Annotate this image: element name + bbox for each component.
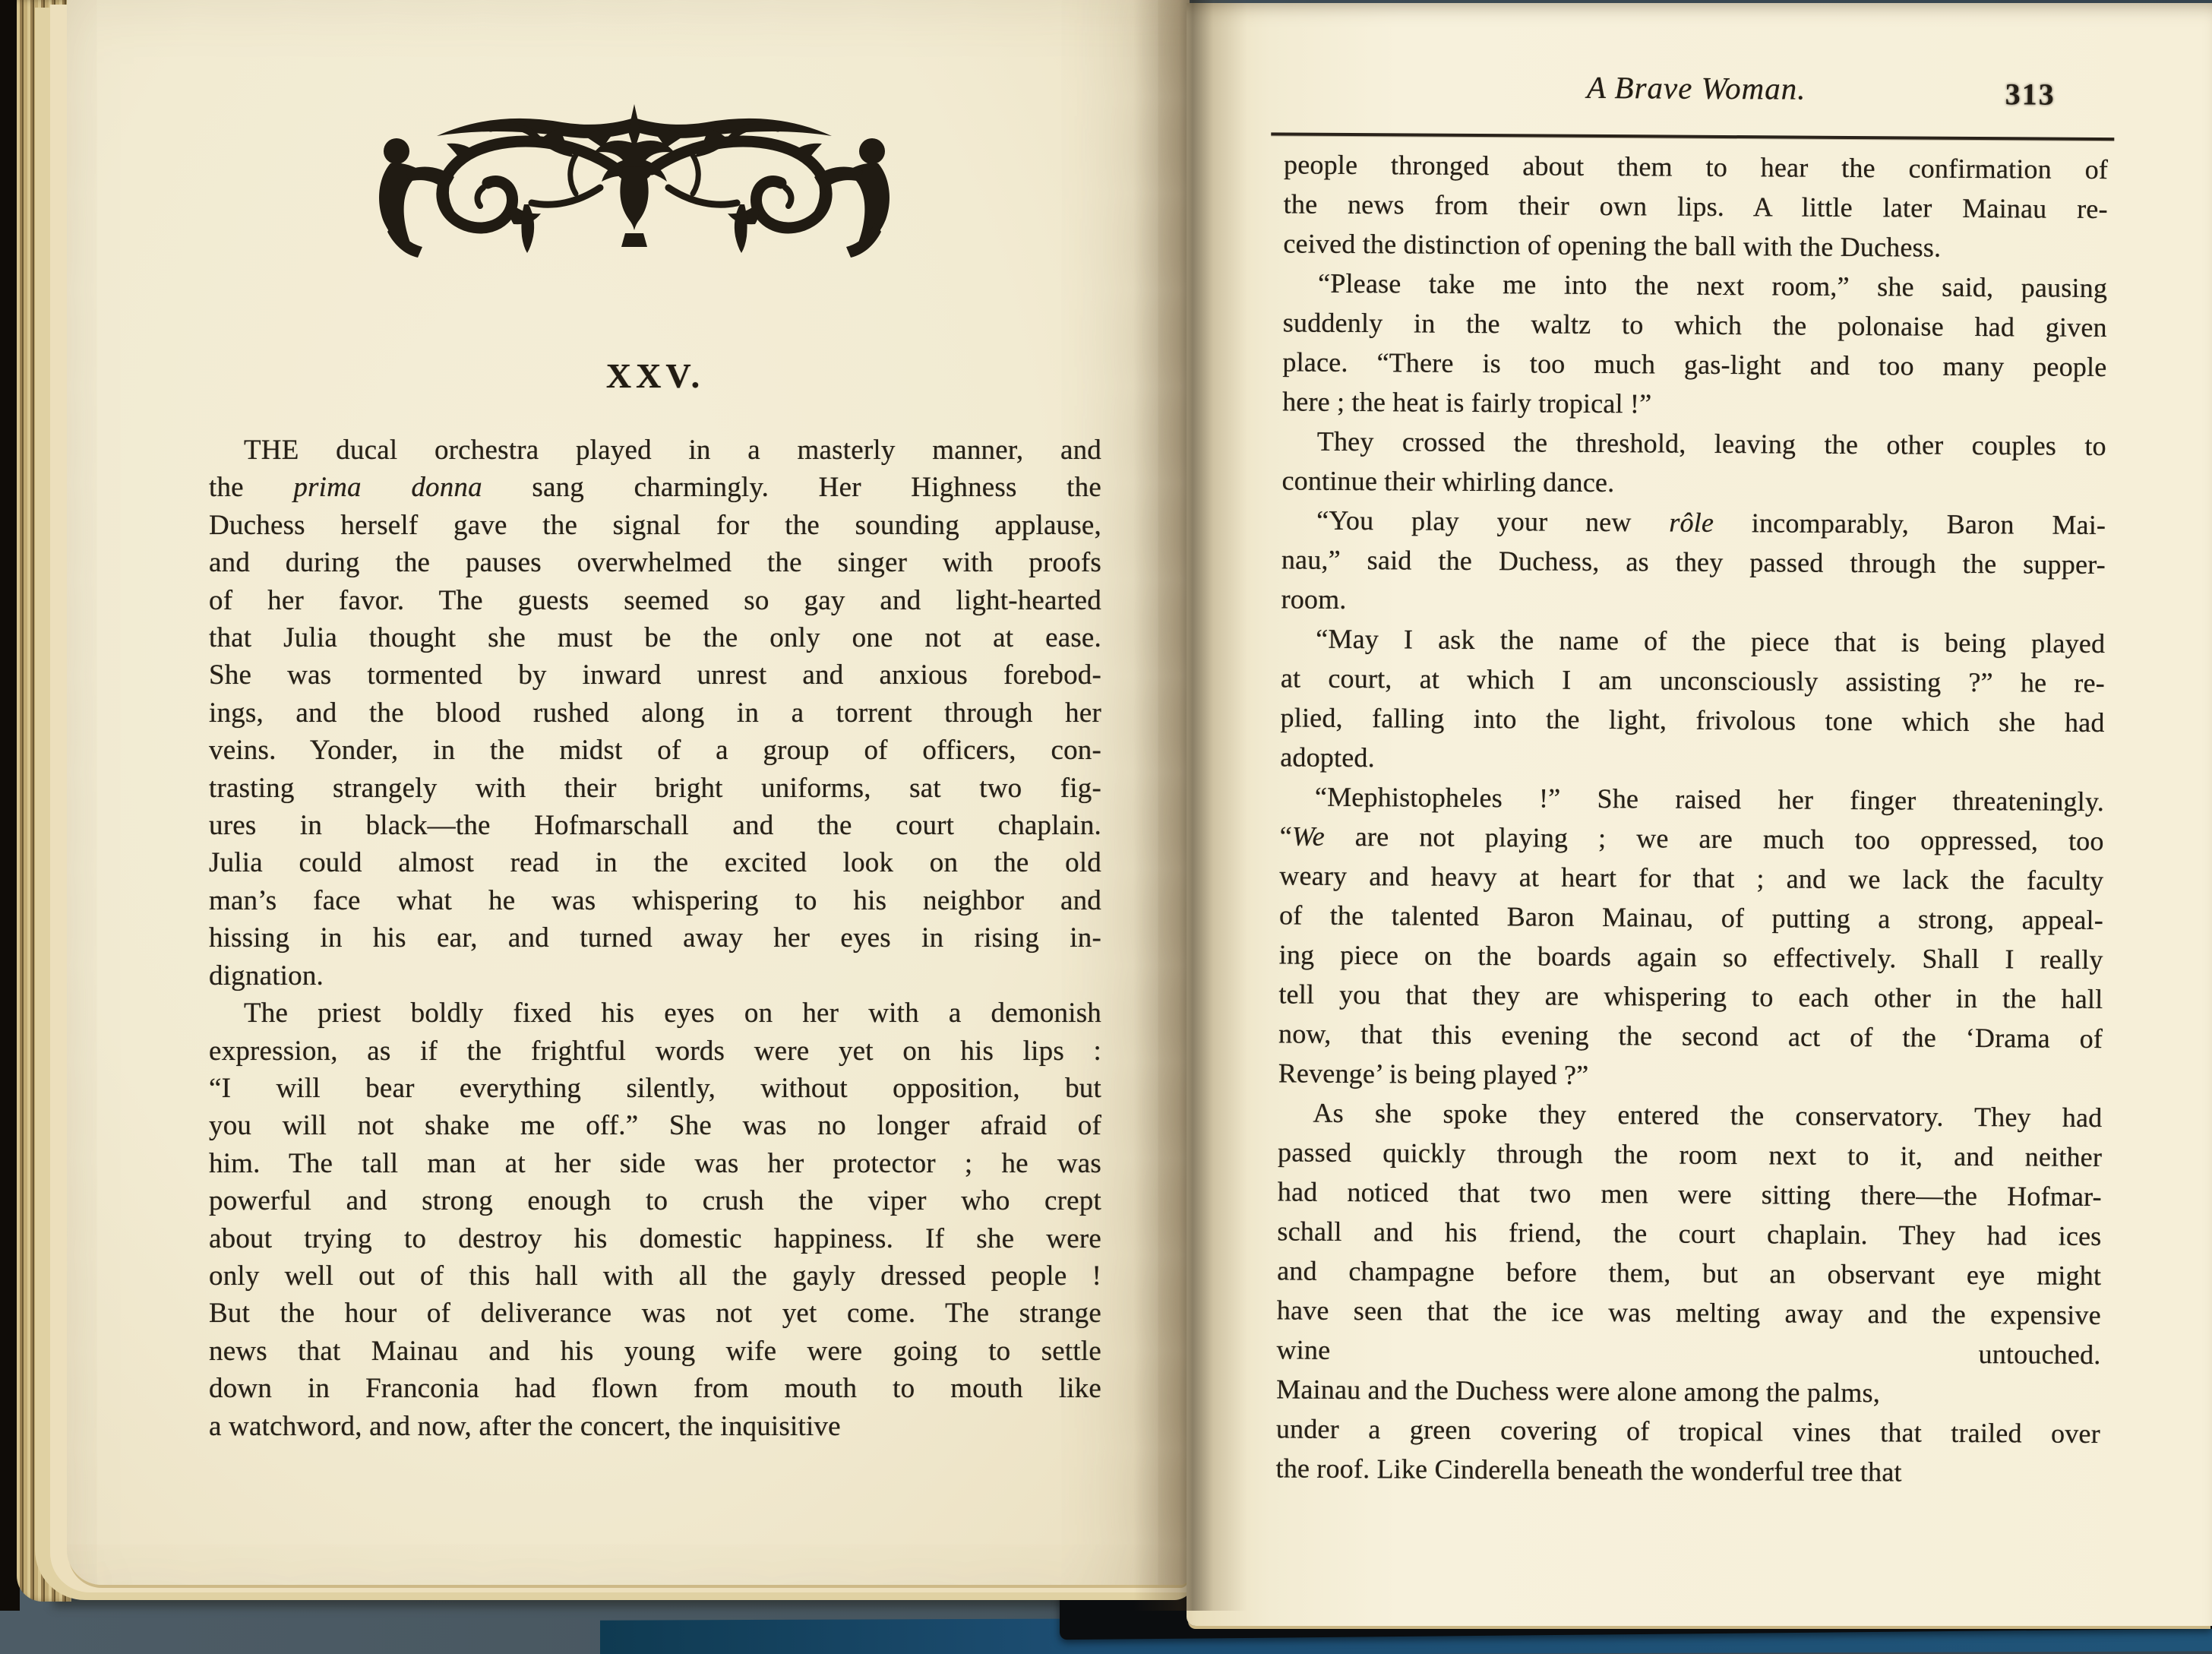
text-line: you will not shake me off.” She was no longer afraid of — [209, 1110, 1101, 1142]
left-page-body-text — [209, 432, 1101, 1445]
text-line: here ; the heat is fairly tropical !” — [1282, 386, 1652, 419]
text-line: trasting strangely with their bright uniforms, sat two fig- — [209, 772, 1101, 804]
text-line: had noticed that two men were sitting there—the Hofmar- — [1277, 1176, 2102, 1213]
text-line: ing piece on the boards again so effectively. Shall I really — [1278, 939, 2103, 976]
text-line: passed quickly through the room next to it, and neither — [1278, 1137, 2103, 1173]
text-line: and champagne before them, but an observant eye might — [1277, 1255, 2102, 1292]
text-line: room. — [1281, 583, 1347, 615]
text-line: wine untouched. — [1276, 1334, 2101, 1371]
running-header: A Brave Woman. — [1586, 69, 1806, 106]
text-line: a watchword, and now, after the concert, the inquisitive — [209, 1410, 841, 1442]
text-line: As she spoke they entered the conservatory. They had — [1313, 1097, 2103, 1134]
text-line: “We are not playing ; we are much too oppressed, too — [1279, 821, 2104, 857]
text-line: now, that this evening the second act of the ‘Drama of — [1278, 1018, 2103, 1055]
text-line: suddenly in the waltz to which the polonaise had given — [1282, 307, 2107, 343]
text-line: adopted. — [1280, 742, 1375, 773]
text-line: “I will bear everything silently, without opposition, but — [209, 1072, 1101, 1104]
text-line: place. “There is too much gas-light and too many people — [1282, 346, 2107, 383]
right-page-body-text — [1275, 144, 2108, 1493]
right-page — [1187, 3, 2212, 1626]
text-line: weary and heavy at heart for that ; and we lack the faculty — [1279, 860, 2104, 897]
text-line: under a green covering of tropical vines that trailed over — [1275, 1413, 2101, 1450]
text-line: continue their whirling dance. — [1281, 465, 1615, 498]
text-line: ceived the distinction of opening the ball with the Duchess. — [1283, 228, 1942, 263]
text-line: of the talented Baron Mainau, of putting a strong, appeal- — [1278, 900, 2104, 936]
text-line: “May I ask the name of the piece that is being played — [1316, 623, 2106, 659]
text-line: powerful and strong enough to crush the viper who crept — [209, 1185, 1101, 1217]
text-line: news that Mainau and his young wife were going to settle — [209, 1335, 1101, 1367]
text-line: She was tormented by inward unrest and anxious forebod- — [209, 659, 1101, 691]
text-line: Julia could almost read in the excited look on the old — [209, 847, 1101, 879]
page-number: 313 — [2005, 77, 2056, 112]
text-line: The priest boldly fixed his eyes on her with a demonish — [244, 998, 1101, 1029]
text-line: dignation. — [209, 960, 324, 991]
text-line: only well out of this hall with all the gayly dressed people ! — [209, 1260, 1101, 1292]
text-line: Revenge’ is being played ?” — [1278, 1058, 1589, 1090]
text-line: have seen that the ice was melting away and the expensive — [1276, 1295, 2101, 1331]
text-line: the roof. Like Cinderella beneath the wonderful tree that — [1275, 1453, 1902, 1488]
text-line: “Please take me into the next room,” she said, pausing — [1317, 267, 2108, 304]
right-page-content — [1177, 3, 2212, 1632]
text-line: ures in black—the Hofmarschall and the court chaplain. — [209, 810, 1101, 842]
text-line: “Mephistopheles !” She raised her finger threateningly. — [1314, 781, 2105, 818]
text-line: “You play your new rôle incomparably, Baron Mai- — [1316, 504, 2106, 541]
left-page — [67, 0, 1190, 1585]
text-line: people thronged about them to hear the confirmation of — [1283, 149, 2109, 185]
text-line: THE ducal orchestra played in a masterly manner, and — [244, 435, 1101, 466]
header-rule — [1271, 132, 2114, 141]
text-line: about trying to destroy his domestic happiness. If she were — [209, 1222, 1101, 1254]
headpiece-ornament — [349, 96, 919, 264]
text-line: the prima donna sang charmingly. Her Highness the — [209, 472, 1101, 504]
cherub-scrollwork-engraving — [349, 96, 919, 264]
text-line: hissing in his ear, and turned away her eyes in rising in- — [209, 922, 1101, 954]
text-line: But the hour of deliverance was not yet come. The strange — [209, 1298, 1101, 1330]
text-line: and during the pauses overwhelmed the singer with proofs — [209, 547, 1101, 579]
text-line: at court, at which I am unconsciously assisting ?” he re- — [1280, 663, 2106, 699]
text-line: Mainau and the Duchess were alone among the palms, — [1276, 1374, 1881, 1409]
text-line: veins. Yonder, in the midst of a group of officers, con- — [209, 735, 1101, 767]
text-line: man’s face what he was whispering to his neighbor and — [209, 884, 1101, 916]
text-line: him. The tall man at her side was her protector ; he was — [209, 1147, 1101, 1179]
text-line: of her favor. The guests seemed so gay and light-hearted — [209, 584, 1101, 616]
chapter-heading: XXV. — [605, 356, 705, 395]
text-line: They crossed the threshold, leaving the other couples to — [1316, 425, 2106, 462]
text-line: ings, and the blood rushed along in a torrent through her — [209, 697, 1101, 729]
text-line: tell you that they are whispering to each other in the hall — [1278, 979, 2103, 1015]
text-line: that Julia thought she must be the only one not at ease. — [209, 622, 1101, 654]
text-line: nau,” said the Duchess, as they passed through the supper- — [1281, 544, 2106, 580]
text-line: expression, as if the frightful words were yet on his lips : — [209, 1035, 1101, 1067]
text-line: down in Franconia had flown from mouth to mouth like — [209, 1373, 1101, 1405]
text-line: the news from their own lips. A little later Mainau re- — [1283, 188, 2108, 225]
text-line: schall and his friend, the court chaplain. They had ices — [1277, 1216, 2102, 1252]
text-line: Duchess herself gave the signal for the sounding applause, — [209, 509, 1101, 541]
text-line: plied, falling into the light, frivolous tone which she had — [1280, 702, 2105, 738]
